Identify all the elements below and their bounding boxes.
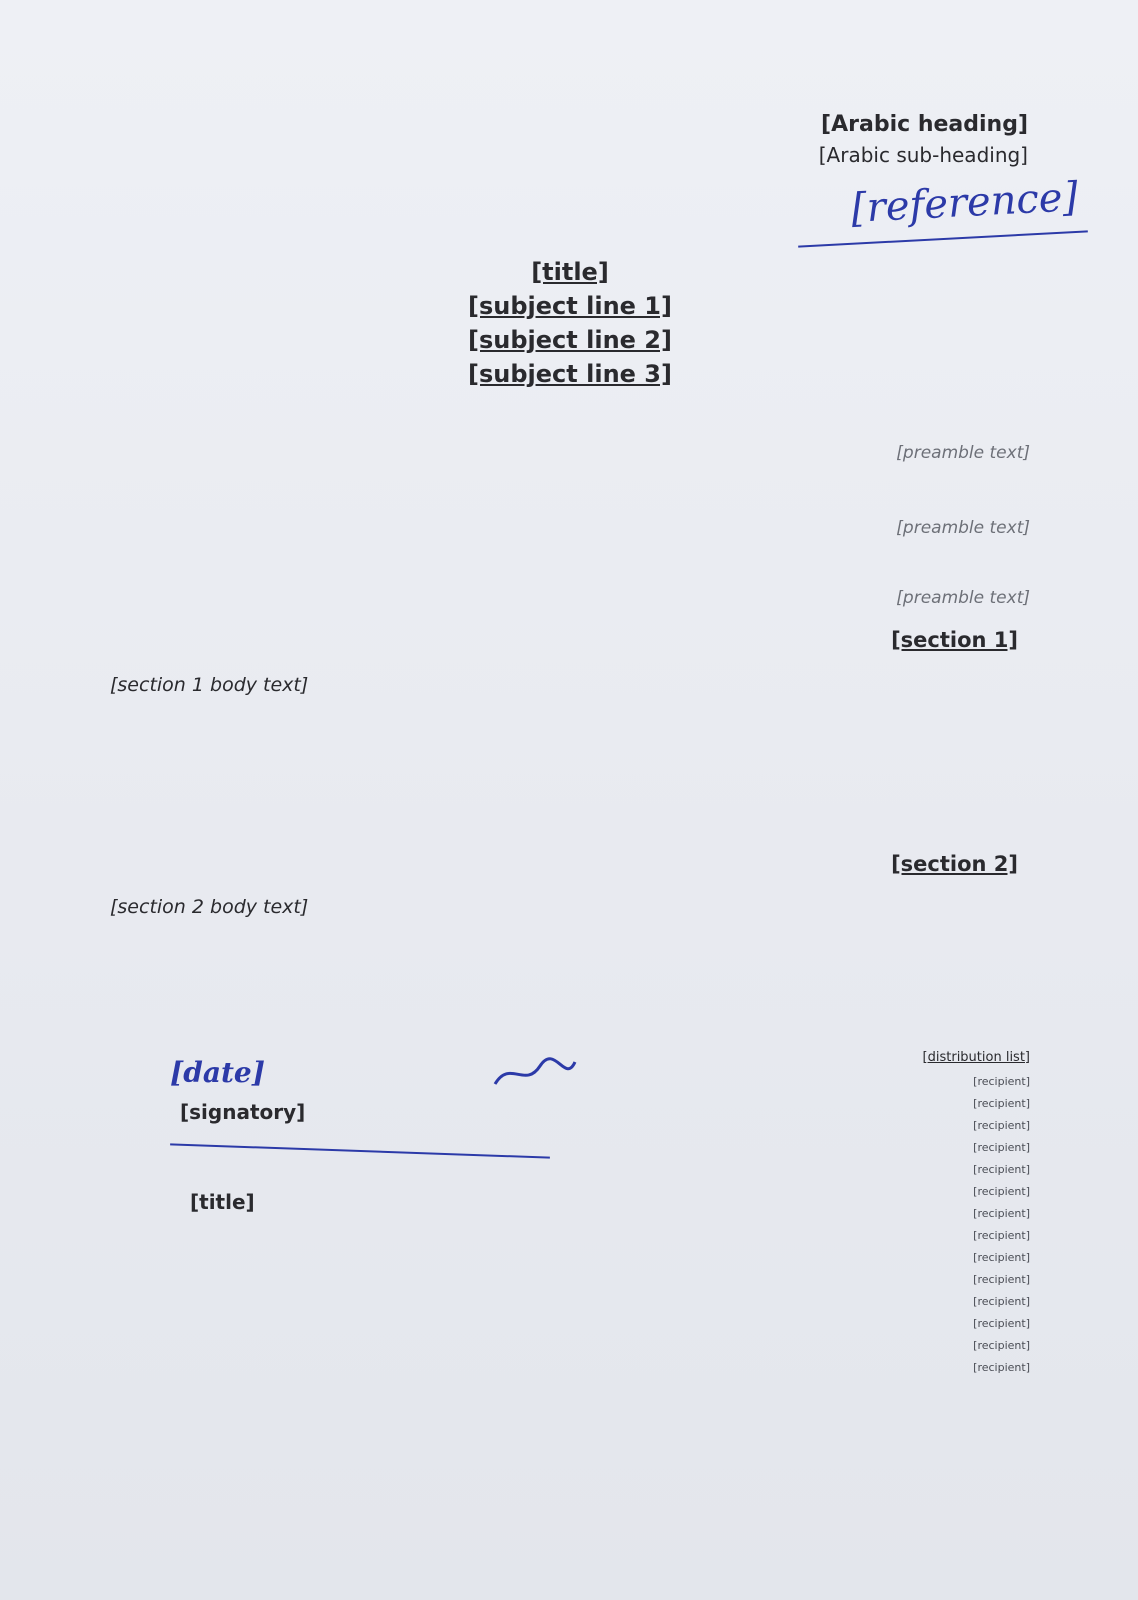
distribution-item: [recipient]: [973, 1295, 1030, 1308]
letterhead-state: [Arabic heading]: [821, 112, 1028, 137]
distribution-item: [recipient]: [973, 1097, 1030, 1110]
notice-subject-line: [subject line 2]: [468, 326, 672, 354]
distribution-item: [recipient]: [973, 1185, 1030, 1198]
signatory-title: [title]: [190, 1190, 255, 1214]
distribution-item: [recipient]: [973, 1273, 1030, 1286]
distribution-item: [recipient]: [973, 1119, 1030, 1132]
letterhead: [819, 112, 1028, 167]
distribution-item: [recipient]: [973, 1207, 1030, 1220]
distribution-item: [recipient]: [973, 1141, 1030, 1154]
distribution-item: [recipient]: [973, 1361, 1030, 1374]
signature-block: [150, 1050, 570, 1220]
distribution-list: [770, 1050, 1030, 1379]
notice-subject-line: [subject line 1]: [468, 292, 672, 320]
section-body: [section 2 body text]: [110, 896, 309, 918]
preamble-paragraph: [preamble text]: [896, 518, 1030, 538]
distribution-item: [recipient]: [973, 1163, 1030, 1176]
initials-signature-icon: [490, 1054, 580, 1094]
distribution-item: [recipient]: [973, 1317, 1030, 1330]
distribution-item: [recipient]: [973, 1075, 1030, 1088]
preamble-paragraph: [preamble text]: [896, 588, 1030, 608]
distribution-heading: [distribution list]: [922, 1050, 1030, 1065]
distribution-item: [recipient]: [973, 1251, 1030, 1264]
reference-underline: [798, 230, 1088, 247]
section-body: [section 1 body text]: [110, 674, 309, 696]
distribution-item: [recipient]: [973, 1339, 1030, 1352]
letterhead-authority: [Arabic sub-heading]: [818, 143, 1028, 167]
handwritten-date: [date]: [170, 1056, 265, 1089]
notice-title-label: [title]: [531, 258, 609, 286]
preamble-paragraph: [preamble text]: [896, 443, 1030, 463]
distribution-item: [recipient]: [973, 1229, 1030, 1242]
section-heading: [section 2]: [891, 852, 1018, 876]
signatory-name: [signatory]: [180, 1100, 306, 1124]
reference-number: [reference]: [849, 174, 1080, 232]
signature-stroke: [170, 1143, 550, 1158]
notice-subject-line: [subject line 3]: [468, 360, 672, 388]
notice-title: [300, 258, 840, 394]
section-heading: [section 1]: [891, 628, 1018, 652]
